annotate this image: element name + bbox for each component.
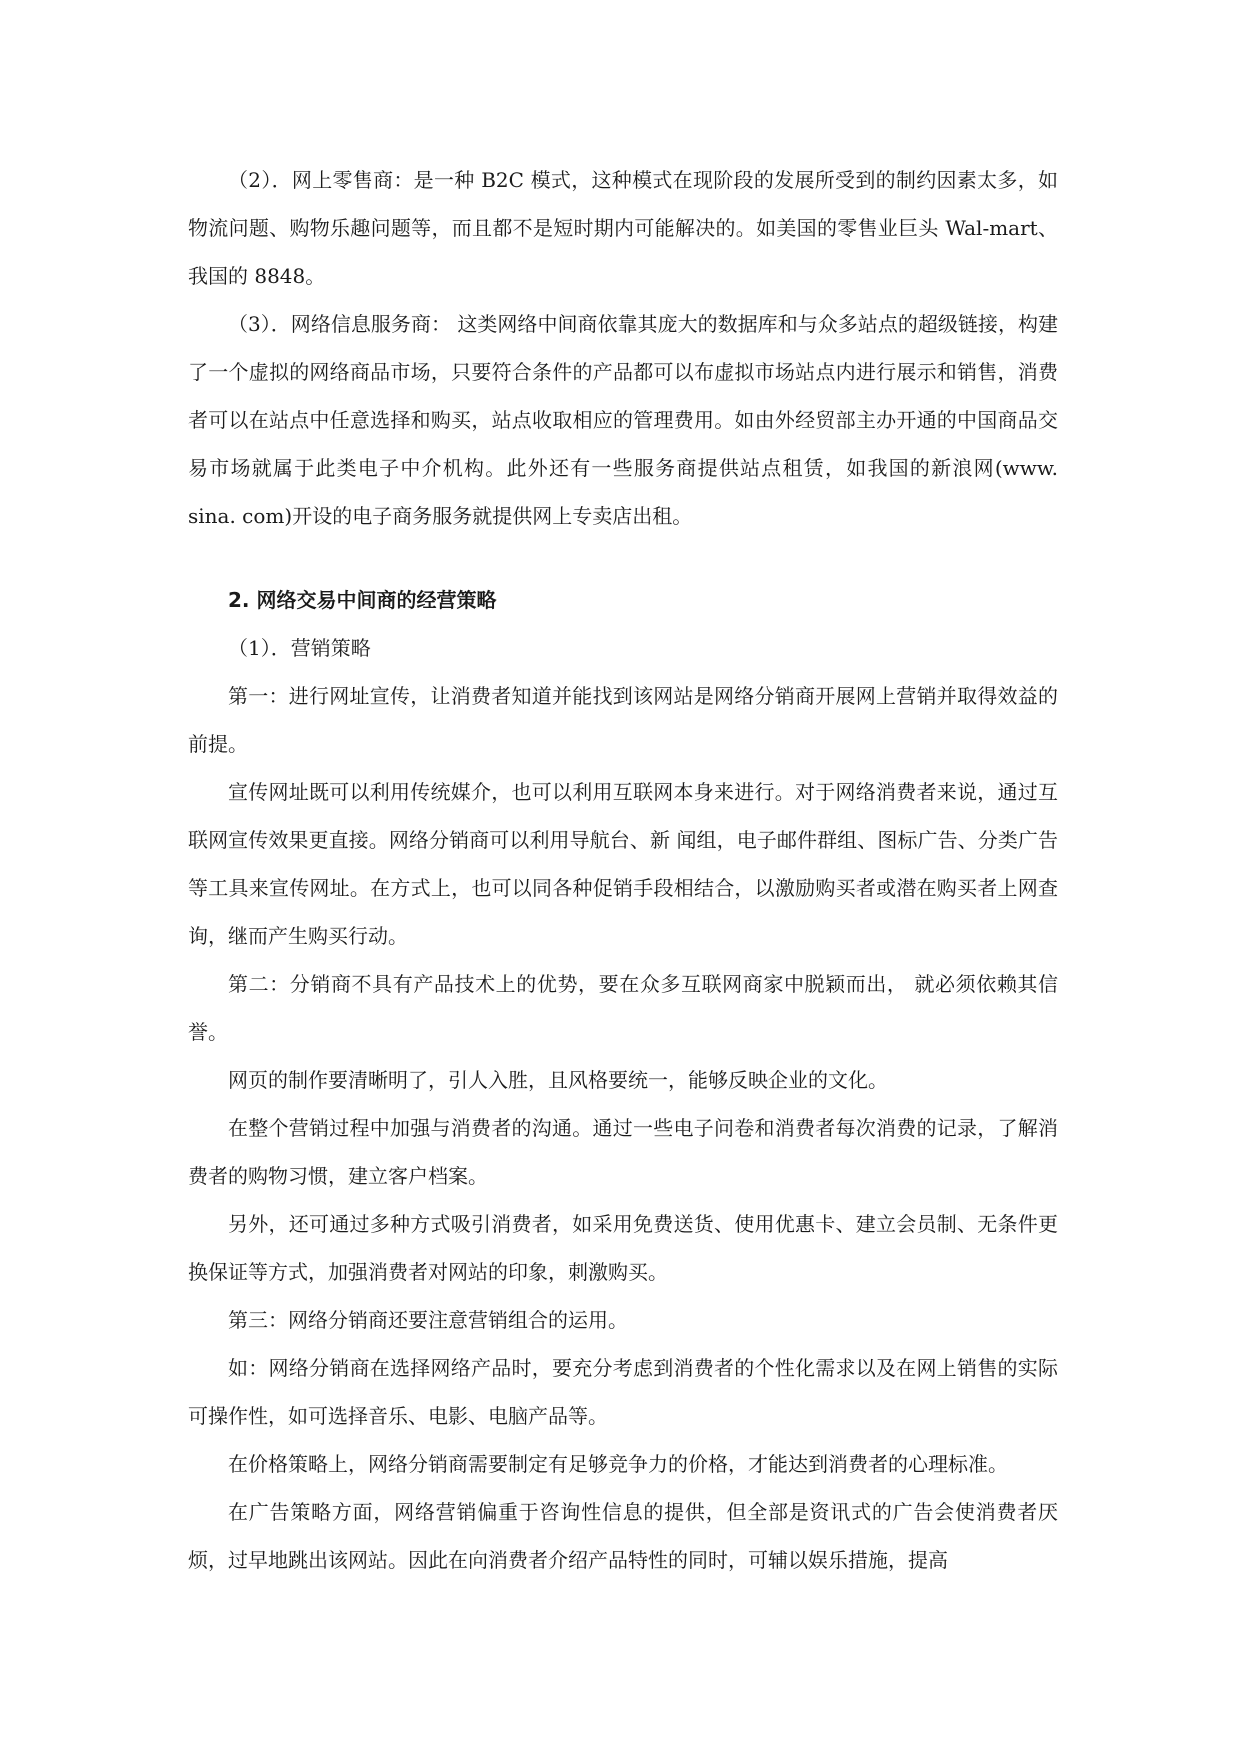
paragraph-webpage-design: 网页的制作要清晰明了，引人入胜，且风格要统一，能够反映企业的文化。 bbox=[228, 1068, 888, 1092]
paragraph-second-point: 第二：分销商不具有产品技术上的优势，要在众多互联网商家中脱颖而出， 就必须依赖其信誉。 bbox=[188, 972, 1058, 1044]
paragraph-product-selection: 如：网络分销商在选择网络产品时，要充分考虑到消费者的个性化需求以及在网上销售的实际可操作性，如可选择音乐、电影、电脑产品等。 bbox=[188, 1356, 1058, 1428]
document-body bbox=[188, 156, 1058, 1584]
paragraph-ad-strategy: 在广告策略方面，网络营销偏重于咨询性信息的提供，但全部是资讯式的广告会使消费者厌烦，过早地跳出该网站。因此在向消费者介绍产品特性的同时，可辅以娱乐措施，提高 bbox=[188, 1500, 1058, 1572]
paragraph-attract-consumers: 另外，还可通过多种方式吸引消费者，如采用免费送货、使用优惠卡、建立会员制、无条件更换保证等方式，加强消费者对网站的印象，刺激购买。 bbox=[188, 1212, 1058, 1284]
paragraph-price-strategy: 在价格策略上，网络分销商需要制定有足够竞争力的价格，才能达到消费者的心理标准。 bbox=[228, 1452, 1008, 1476]
paragraph-first-point: 第一：进行网址宣传，让消费者知道并能找到该网站是网络分销商开展网上营销并取得效益的前提。 bbox=[188, 684, 1058, 756]
paragraph-online-retailer: （2）．网上零售商：是一种 B2C 模式，这种模式在现阶段的发展所受到的制约因素太多，如物流问题、购物乐趣问题等，而且都不是短时期内可能解决的。如美国的零售业巨头 Wal-mart、我国的 8848。 bbox=[188, 168, 1058, 288]
section-heading: 2. 网络交易中间商的经营策略 bbox=[228, 588, 497, 612]
paragraph-info-service-provider: （3）．网络信息服务商： 这类网络中间商依靠其庞大的数据库和与众多站点的超级链接，构建了一个虚拟的网络商品市场，只要符合条件的产品都可以布虚拟市场站点内进行展示和销售，消费者可以在站点中任意选择和购买，站点收取相应的管理费用。如由外经贸部主办开通的中国商品交易市场就属于此类电子中介机构。此外还有一些服务商提供站点租赁，如我国的新浪网(www. sina. com)开设的电子商务服务就提供网上专卖店出租。 bbox=[188, 312, 1058, 528]
paragraph-promote-website: 宣传网址既可以利用传统媒介，也可以利用互联网本身来进行。对于网络消费者来说，通过互联网宣传效果更直接。网络分销商可以利用导航台、新 闻组，电子邮件群组、图标广告、分类广告等工具来宣传网址。在方式上，也可以同各种促销手段相结合，以激励购买者或潜在购买者上网查询，继而产生购买行动。 bbox=[188, 780, 1058, 948]
paragraph-communication: 在整个营销过程中加强与消费者的沟通。通过一些电子问卷和消费者每次消费的记录，了解消费者的购物习惯，建立客户档案。 bbox=[188, 1116, 1058, 1188]
paragraph-third-point: 第三：网络分销商还要注意营销组合的运用。 bbox=[228, 1308, 628, 1332]
section-spacer bbox=[188, 540, 1058, 576]
subheading-marketing-strategy: （1）．营销策略 bbox=[228, 636, 371, 660]
